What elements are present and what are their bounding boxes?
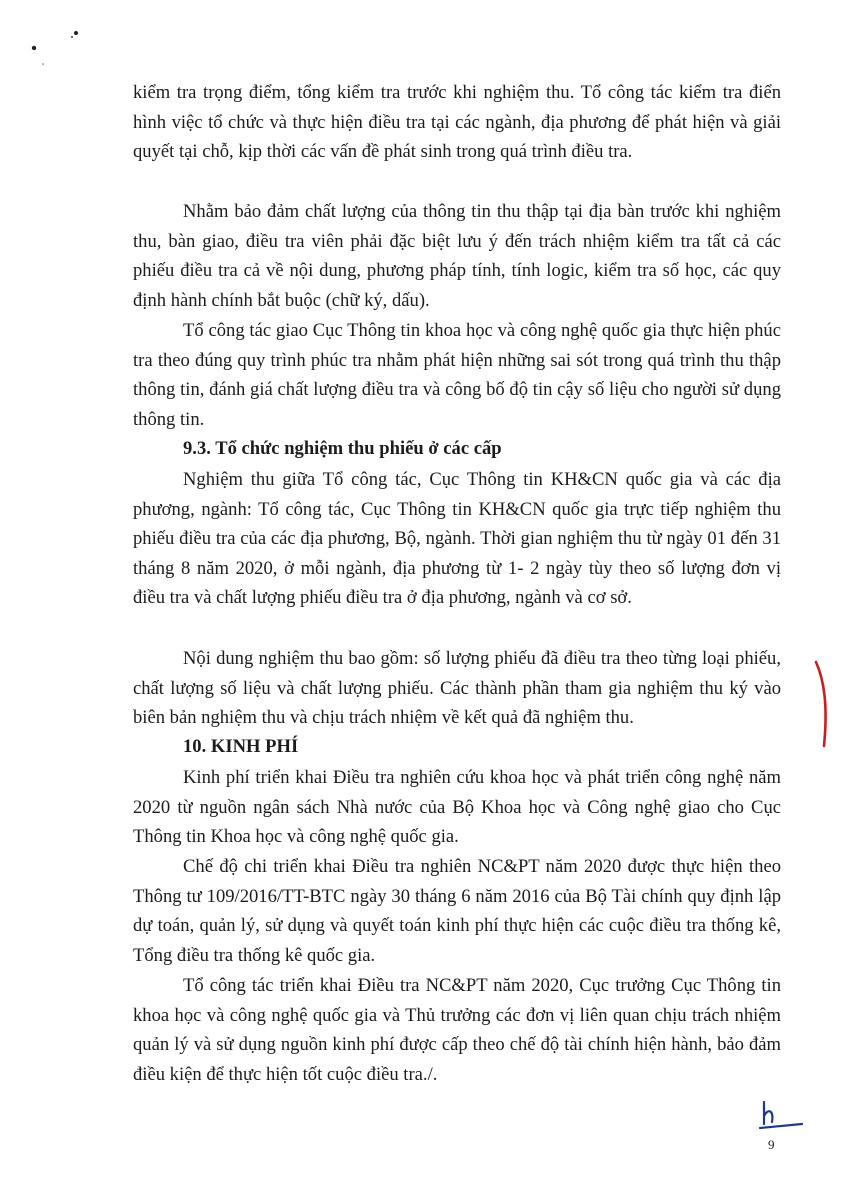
scan-speck-marks [28, 28, 88, 68]
heading-9-3: 9.3. Tổ chức nghiệm thu phiếu ở các cấp [183, 438, 502, 459]
page-number: 9 [768, 1137, 775, 1152]
paragraph-inspection: kiểm tra trọng điểm, tổng kiểm tra trước khi nghiệm thu. Tổ công tác kiểm tra điển hình việc tổ chức và thực hiện điều tra tại các ngành, địa phương để phát hiện và giải quyết tại chỗ, kịp thời các vấn đề phát sinh trong quá trình điều tra. [133, 82, 781, 162]
paragraph-responsibility: Tổ công tác triển khai Điều tra NC&PT năm 2020, Cục trưởng Cục Thông tin khoa học và công nghệ quốc gia và Thủ trưởng các đơn vị liên quan chịu trách nhiệm quản lý và sử dụng nguồn kinh phí được cấp theo chế độ tài chính hiện hành, bảo đảm điều kiện để thực hiện tốt cuộc điều tra./. [133, 975, 781, 1085]
paragraph-expenditure-regime: Chế độ chi triển khai Điều tra nghiên NC&PT năm 2020 được thực hiện theo Thông tư 109/2016/TT-BTC ngày 30 tháng 6 năm 2016 của Bộ Tài chính quy định lập dự toán, quản lý, sử dụng và quyết toán kinh phí thực hiện các cuộc điều tra thống kê, Tổng điều tra thống kê quốc gia. [133, 856, 781, 966]
paragraph-recheck: Tổ công tác giao Cục Thông tin khoa học và công nghệ quốc gia thực hiện phúc tra theo đúng quy trình phúc tra nhằm phát hiện những sai sót trong quá trình thu thập thông tin, đánh giá chất lượng điều tra và công bố độ tin cậy số liệu cho người sử dụng thông tin. [133, 320, 781, 430]
paragraph-acceptance: Nghiệm thu giữa Tổ công tác, Cục Thông tin KH&CN quốc gia và các địa phương, ngành: Tổ công tác, Cục Thông tin KH&CN quốc gia trực tiếp nghiệm thu phiếu điều tra của các địa phương, Bộ, ngành. Thời gian nghiệm thu từ ngày 01 đến 31 tháng 8 năm 2020, ở mỗi ngành, địa phương từ 1- 2 ngày tùy theo số lượng đơn vị điều tra và chất lượng phiếu điều tra ở địa phương, ngành và cơ sở. [133, 469, 781, 608]
paragraph-acceptance-content: Nội dung nghiệm thu bao gồm: số lượng phiếu đã điều tra theo từng loại phiếu, chất lượng số liệu và chất lượng phiếu. Các thành phần tham gia nghiệm thu ký vào biên bản nghiệm thu và chịu trách nhiệm về kết quả đã nghiệm thu. [133, 648, 781, 728]
paragraph-funding-source: Kinh phí triển khai Điều tra nghiên cứu khoa học và phát triển công nghệ năm 2020 từ nguồn ngân sách Nhà nước của Bộ Khoa học và Công nghệ giao cho Cục Thông tin Khoa học và công nghệ quốc gia. [133, 767, 781, 847]
heading-10-funding: 10. KINH PHÍ [183, 736, 299, 757]
paragraph-quality-assurance: Nhằm bảo đảm chất lượng của thông tin thu thập tại địa bàn trước khi nghiệm thu, bàn giao, điều tra viên phải đặc biệt lưu ý đến trách nhiệm kiểm tra tất cả các phiếu điều tra cả về nội dung, phương pháp tính, tính logic, kiểm tra số học, các quy định hành chính bắt buộc (chữ ký, dấu). [133, 201, 781, 311]
handwritten-initial-signature [758, 1098, 806, 1134]
red-margin-mark [812, 660, 834, 750]
